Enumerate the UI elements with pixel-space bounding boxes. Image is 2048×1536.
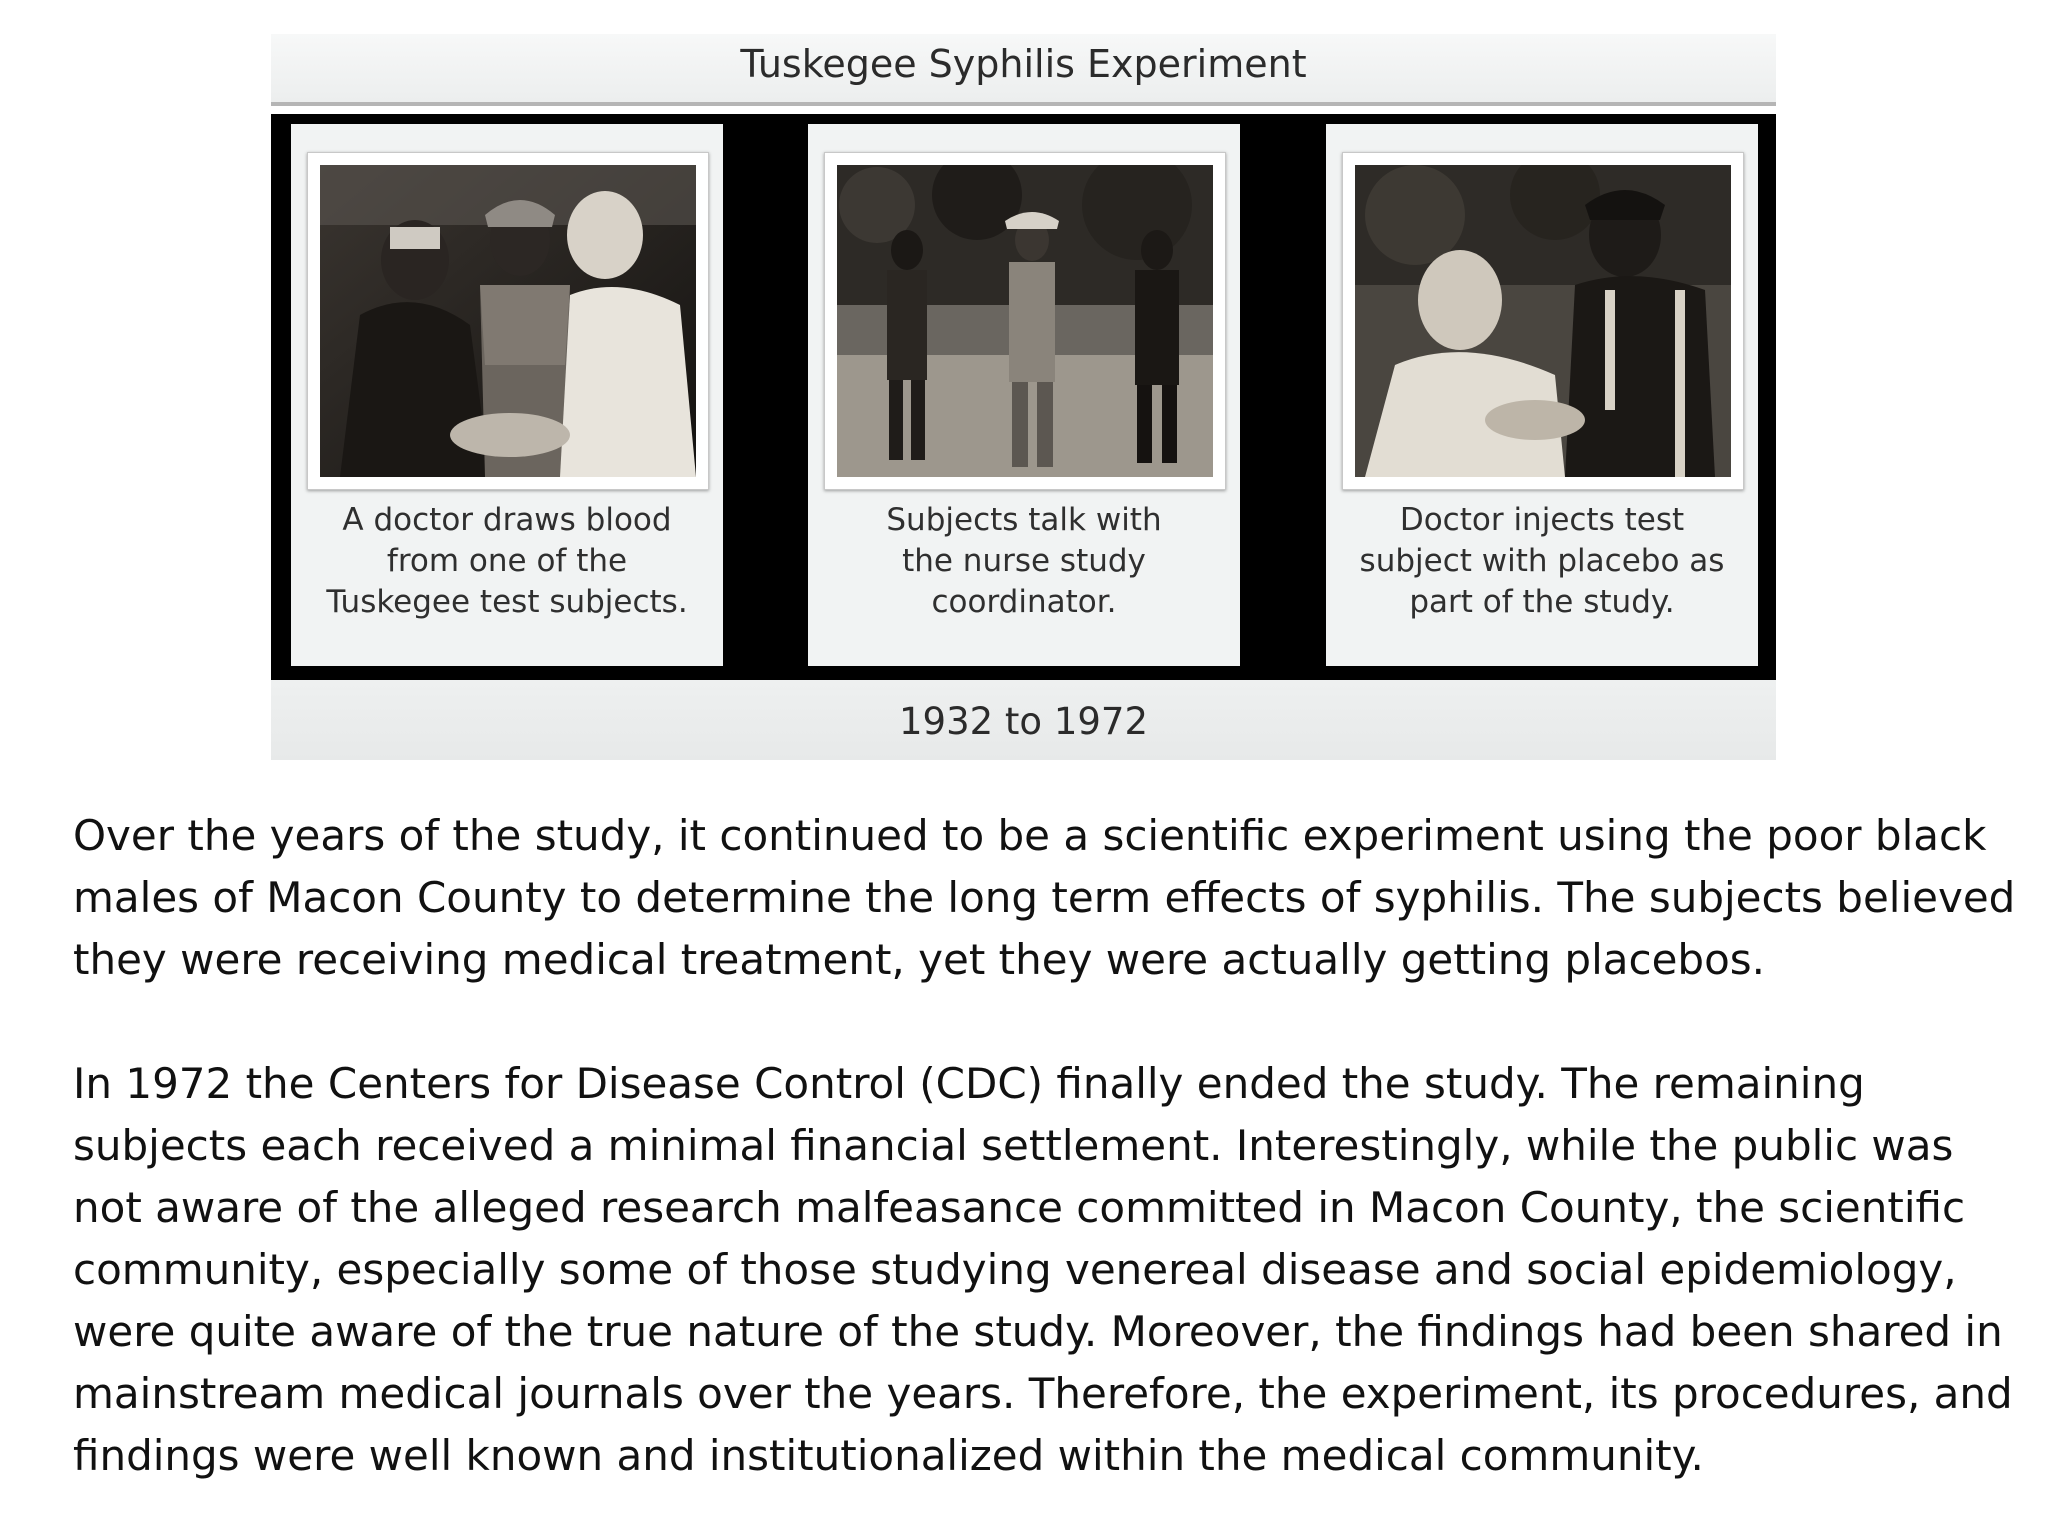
paragraph-line: they were receiving medical treatment, yet they were actually getting placebos. (73, 935, 1766, 984)
photo-doctor-drawing-blood-icon (320, 165, 696, 477)
paragraph-2 (73, 1053, 2023, 1487)
figure-panels-strip (271, 114, 1776, 720)
figure-title-band (271, 34, 1776, 106)
paragraph-line: subjects each received a minimal financial settlement. Interestingly, while the public was (73, 1121, 1954, 1170)
panel-2 (808, 124, 1240, 666)
caption-line: Subjects talk with (886, 502, 1162, 538)
panel-1 (291, 124, 723, 666)
tuskegee-figure (271, 34, 1776, 760)
panel-1-caption (291, 500, 723, 623)
caption-line: the nurse study (902, 543, 1146, 579)
caption-line: Doctor injects test (1399, 502, 1685, 538)
photo-doctor-injecting-icon (1355, 165, 1731, 477)
paragraph-line: were quite aware of the true nature of the study. Moreover, the findings had been shared in (73, 1307, 2003, 1356)
panel-2-caption (808, 500, 1240, 623)
caption-line: Tuskegee test subjects. (326, 584, 688, 620)
paragraph-spacer (73, 991, 2023, 1053)
paragraph-line: mainstream medical journals over the years. Therefore, the experiment, its procedures, and (73, 1369, 2013, 1418)
figure-title: Tuskegee Syphilis Experiment (740, 42, 1307, 86)
caption-line: from one of the (386, 543, 628, 579)
paragraph-line: In 1972 the Centers for Disease Control (CDC) finally ended the study. The remaining (73, 1059, 1865, 1108)
paragraph-line: not aware of the alleged research malfeasance committed in Macon County, the scientific (73, 1183, 1966, 1232)
caption-line: A doctor draws blood (342, 502, 672, 538)
panel-3 (1326, 124, 1758, 666)
panel-3-caption (1326, 500, 1758, 623)
paragraph-line: findings were well known and institutionalized within the medical community. (73, 1431, 1704, 1480)
panel-3-photo-card (1342, 152, 1744, 490)
caption-line: subject with placebo as (1359, 543, 1725, 579)
panel-1-photo-card (307, 152, 709, 490)
caption-line: part of the study. (1409, 584, 1675, 620)
paragraph-line: males of Macon County to determine the long term effects of syphilis. The subjects believed (73, 873, 2016, 922)
panel-2-photo-card (824, 152, 1226, 490)
figure-date-range: 1932 to 1972 (899, 700, 1148, 743)
caption-line: coordinator. (931, 584, 1117, 620)
paragraph-line: Over the years of the study, it continued to be a scientific experiment using the poor black (73, 811, 1987, 860)
photo-subjects-with-nurse-icon (837, 165, 1213, 477)
paragraph-1 (73, 805, 2023, 991)
paragraph-line: community, especially some of those studying venereal disease and social epidemiology, (73, 1245, 1957, 1294)
body-text (73, 805, 2023, 1487)
